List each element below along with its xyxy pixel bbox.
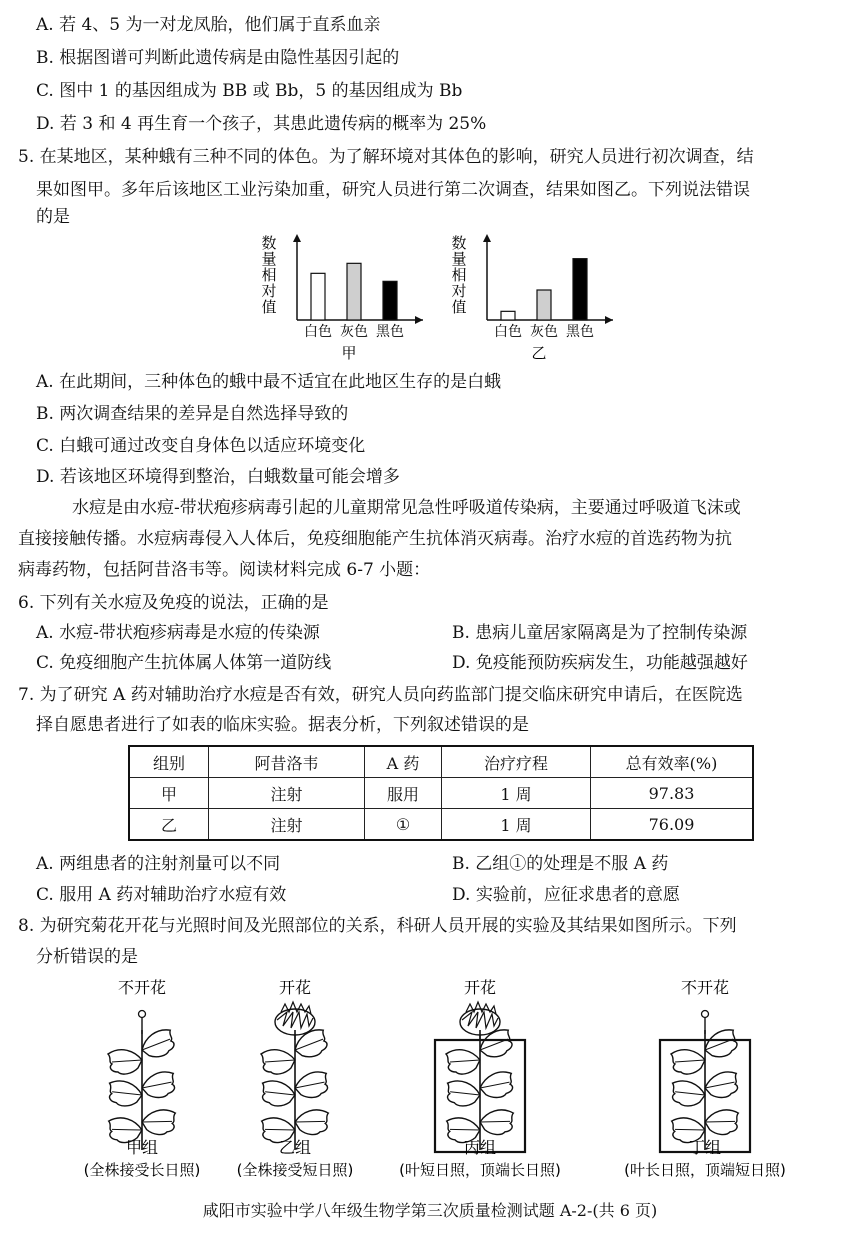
table-header: 组别: [129, 746, 209, 778]
passage-line1: 水痘是由水痘-带状疱疹病毒引起的儿童期常见急性呼吸道传染病，主要通过呼吸道飞沫或: [72, 498, 741, 518]
group-bing-name: 丙组: [463, 1138, 497, 1157]
group-ding-name: 丁组: [688, 1138, 722, 1157]
q5-option-b: B. 两次调查结果的差异是自然选择导致的: [36, 404, 349, 424]
q7-option-d: D. 实验前，应征求患者的意愿: [452, 885, 680, 905]
q5-option-d: D. 若该地区环境得到整治，白蛾数量可能会增多: [36, 467, 400, 487]
group-yi-condition: (全株接受短日照): [236, 1161, 354, 1179]
table-header: 总有效率(%): [591, 746, 754, 778]
bar-chart-jia: [255, 232, 430, 362]
q5-stem-line2: 果如图甲。多年后该地区工业污染加重，研究人员进行第二次调查，结果如图乙。下列说法错误: [36, 180, 750, 200]
table-header: 治疗疗程: [442, 746, 591, 778]
plant-yi: [259, 1002, 332, 1150]
group-ding-condition: (叶长日照，顶端短日照): [624, 1161, 786, 1179]
plant-bing: [435, 1002, 525, 1152]
chart-title: 甲: [341, 344, 357, 362]
q6-option-d: D. 免疫能预防疾病发生，功能越强越好: [452, 653, 748, 673]
bar-1: [311, 273, 325, 320]
q5-stem-line3: 的是: [36, 207, 70, 227]
table-row: [129, 809, 753, 841]
group-jia-result: 不开花: [117, 978, 167, 997]
q8-stem-line1: 8. 为研究菊花开花与光照时间及光照部位的关系，科研人员开展的实验及其结果如图所示。下列: [18, 916, 737, 936]
group-jia-condition: (全株接受长日照): [83, 1161, 201, 1179]
q7-option-b: B. 乙组①的处理是不服 A 药: [452, 854, 669, 874]
table-header-row: [129, 746, 753, 778]
x-tick-label: 灰色: [530, 324, 558, 340]
table-header: A 药: [365, 746, 442, 778]
table-cell: 服用: [365, 778, 442, 809]
q6-option-c: C. 免疫细胞产生抗体属人体第一道防线: [36, 653, 332, 673]
bar-2: [537, 290, 551, 320]
y-axis-label: 数量相对值: [451, 234, 467, 316]
chrysanthemum-experiment-figure: [55, 975, 835, 1190]
q4-option-c: C. 图中 1 的基因组成为 BB 或 Bb，5 的基因组成为 Bb: [36, 81, 463, 101]
table-cell: 甲: [129, 778, 209, 809]
q4-option-a: A. 若 4、5 为一对龙凤胎，他们属于直系血亲: [36, 15, 381, 35]
bar-3: [383, 281, 397, 320]
page-footer: 咸阳市实验中学八年级生物学第三次质量检测试题 A-2-(共 6 页): [202, 1201, 658, 1220]
bar-3: [573, 259, 587, 320]
table-cell: 注射: [209, 778, 365, 809]
q7-option-c: C. 服用 A 药对辅助治疗水痘有效: [36, 885, 287, 905]
q6-stem: 6. 下列有关水痘及免疫的说法，正确的是: [18, 593, 329, 613]
group-jia-name: 甲组: [125, 1138, 159, 1157]
group-bing-condition: (叶短日照，顶端长日照): [399, 1161, 561, 1179]
plant-jia: [106, 1011, 179, 1151]
table-cell: 76.09: [591, 809, 754, 841]
x-axis-arrow: [605, 316, 613, 324]
table-header: 阿昔洛韦: [209, 746, 365, 778]
x-tick-label: 白色: [304, 324, 332, 340]
q4-option-b: B. 根据图谱可判断此遗传病是由隐性基因引起的: [36, 48, 400, 68]
group-yi-result: 开花: [278, 978, 312, 997]
table-cell: 乙: [129, 809, 209, 841]
y-axis-label: 数量相对值: [261, 234, 277, 316]
group-yi-name: 乙组: [278, 1138, 312, 1157]
q5-stem-line1: 5. 在某地区，某种蛾有三种不同的体色。为了解环境对其体色的影响，研究人员进行初次调查，结: [18, 147, 754, 167]
x-tick-label: 黑色: [566, 324, 594, 340]
group-ding-result: 不开花: [680, 978, 730, 997]
y-axis-arrow: [483, 234, 491, 242]
x-tick-label: 黑色: [376, 324, 404, 340]
plant-ding: [660, 1011, 750, 1153]
x-axis-arrow: [415, 316, 423, 324]
table-cell: 注射: [209, 809, 365, 841]
bar-1: [501, 311, 515, 320]
q5-option-c: C. 白蛾可通过改变自身体色以适应环境变化: [36, 436, 366, 456]
q5-option-a: A. 在此期间，三种体色的蛾中最不适宜在此地区生存的是白蛾: [36, 372, 502, 392]
table-cell: 1 周: [442, 809, 591, 841]
q4-option-d: D. 若 3 和 4 再生育一个孩子，其患此遗传病的概率为 25%: [36, 114, 487, 134]
table-cell: 1 周: [442, 778, 591, 809]
group-bing-result: 开花: [463, 978, 497, 997]
chart-title: 乙: [531, 344, 547, 362]
clinical-trial-table: [128, 745, 754, 841]
table-row: [129, 778, 753, 809]
q8-stem-line2: 分析错误的是: [36, 947, 138, 967]
bar-chart-yi: [445, 232, 620, 362]
q7-option-a: A. 两组患者的注射剂量可以不同: [36, 854, 281, 874]
q7-stem-line1: 7. 为了研究 A 药对辅助治疗水痘是否有效，研究人员向药监部门提交临床研究申请后，在医院选: [18, 685, 743, 705]
x-tick-label: 白色: [494, 324, 522, 340]
q6-option-a: A. 水痘-带状疱疹病毒是水痘的传染源: [36, 623, 320, 643]
passage-line3: 病毒药物，包括阿昔洛韦等。阅读材料完成 6-7 小题：: [18, 560, 431, 580]
table-cell: 97.83: [591, 778, 754, 809]
table-cell: ①: [365, 809, 442, 841]
bar-2: [347, 263, 361, 320]
q7-stem-line2: 择自愿患者进行了如表的临床实验。据表分析，下列叙述错误的是: [36, 715, 529, 735]
y-axis-arrow: [293, 234, 301, 242]
x-tick-label: 灰色: [340, 324, 368, 340]
q6-option-b: B. 患病儿童居家隔离是为了控制传染源: [452, 623, 748, 643]
passage-line2: 直接接触传播。水痘病毒侵入人体后，免疫细胞能产生抗体消灭病毒。治疗水痘的首选药物为抗: [18, 529, 732, 549]
